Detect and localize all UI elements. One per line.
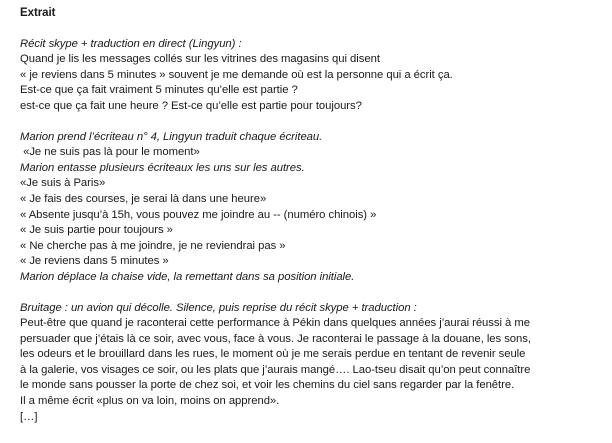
text-line: est-ce que ça fait une heure ? Est-ce qu’elle est partie pour toujours? xyxy=(20,99,362,112)
section-signs xyxy=(20,130,605,285)
sign-text: « Je reviens dans 5 minutes » xyxy=(20,255,169,268)
section-sound-narrative xyxy=(20,301,605,425)
text-line: Il a même écrit «plus on va loin, moins on apprend». xyxy=(20,395,280,408)
section-skype-narrative xyxy=(20,37,605,115)
text-line: les odeurs et le brouillard dans les rues, le moment où je me serais perdue en tentant de revenir seule xyxy=(20,348,526,361)
text-line: « je reviens dans 5 minutes » souvent je me demande où est la personne qui a écrit ça. xyxy=(20,68,453,81)
stage-direction: Marion entasse plusieurs écriteaux les uns sur les autres. xyxy=(20,161,305,174)
text-line: Est-ce que ça fait vraiment 5 minutes qu’elle est partie ? xyxy=(20,84,298,97)
document xyxy=(20,6,605,425)
stage-direction: Marion prend l’écriteau n° 4, Lingyun traduit chaque écriteau. xyxy=(20,130,323,143)
document-title: Extrait xyxy=(20,7,56,19)
paragraph-gap xyxy=(20,285,605,301)
stage-direction: Récit skype + traduction en direct (Lingyun) : xyxy=(20,37,242,50)
stage-direction: Marion déplace la chaise vide, la remettant dans sa position initiale. xyxy=(20,270,355,283)
sign-text: « Je suis partie pour toujours » xyxy=(20,224,173,237)
paragraph-gap xyxy=(20,114,605,130)
text-line: le monde sans pousser la porte de chez soi, et voir les chemins du ciel sans regarder par la fenêtre. xyxy=(20,379,515,392)
sign-text: « Je fais des courses, je serai là dans une heure» xyxy=(20,192,267,205)
text-line: Peut-être que quand je raconterai cette performance à Pékin dans quelques années j’aurai réussi à me xyxy=(20,317,530,330)
sign-text: «Je ne suis pas là pour le moment» xyxy=(20,146,200,159)
text-line: à la galerie, vos visages ce soir, ou les plats que j’aurais mangé…. Lao-tseu disait qu’on peut connaître xyxy=(20,363,531,376)
sign-text: «Je suis à Paris» xyxy=(20,177,106,190)
ellipsis-marker: […] xyxy=(20,410,38,423)
text-line: Quand je lis les messages collés sur les vitrines des magasins qui disent xyxy=(20,53,380,66)
text-line: persuader que j’étais là ce soir, avec vous, face à vous. Je raconterai le passage à la douane, les sons, xyxy=(20,332,531,345)
sign-text: « Ne cherche pas à me joindre, je ne reviendrai pas » xyxy=(20,239,286,252)
sign-text: « Absente jusqu’à 15h, vous pouvez me joindre au -- (numéro chinois) » xyxy=(20,208,377,221)
stage-direction: Bruitage : un avion qui décolle. Silence, puis reprise du récit skype + traduction : xyxy=(20,301,417,314)
